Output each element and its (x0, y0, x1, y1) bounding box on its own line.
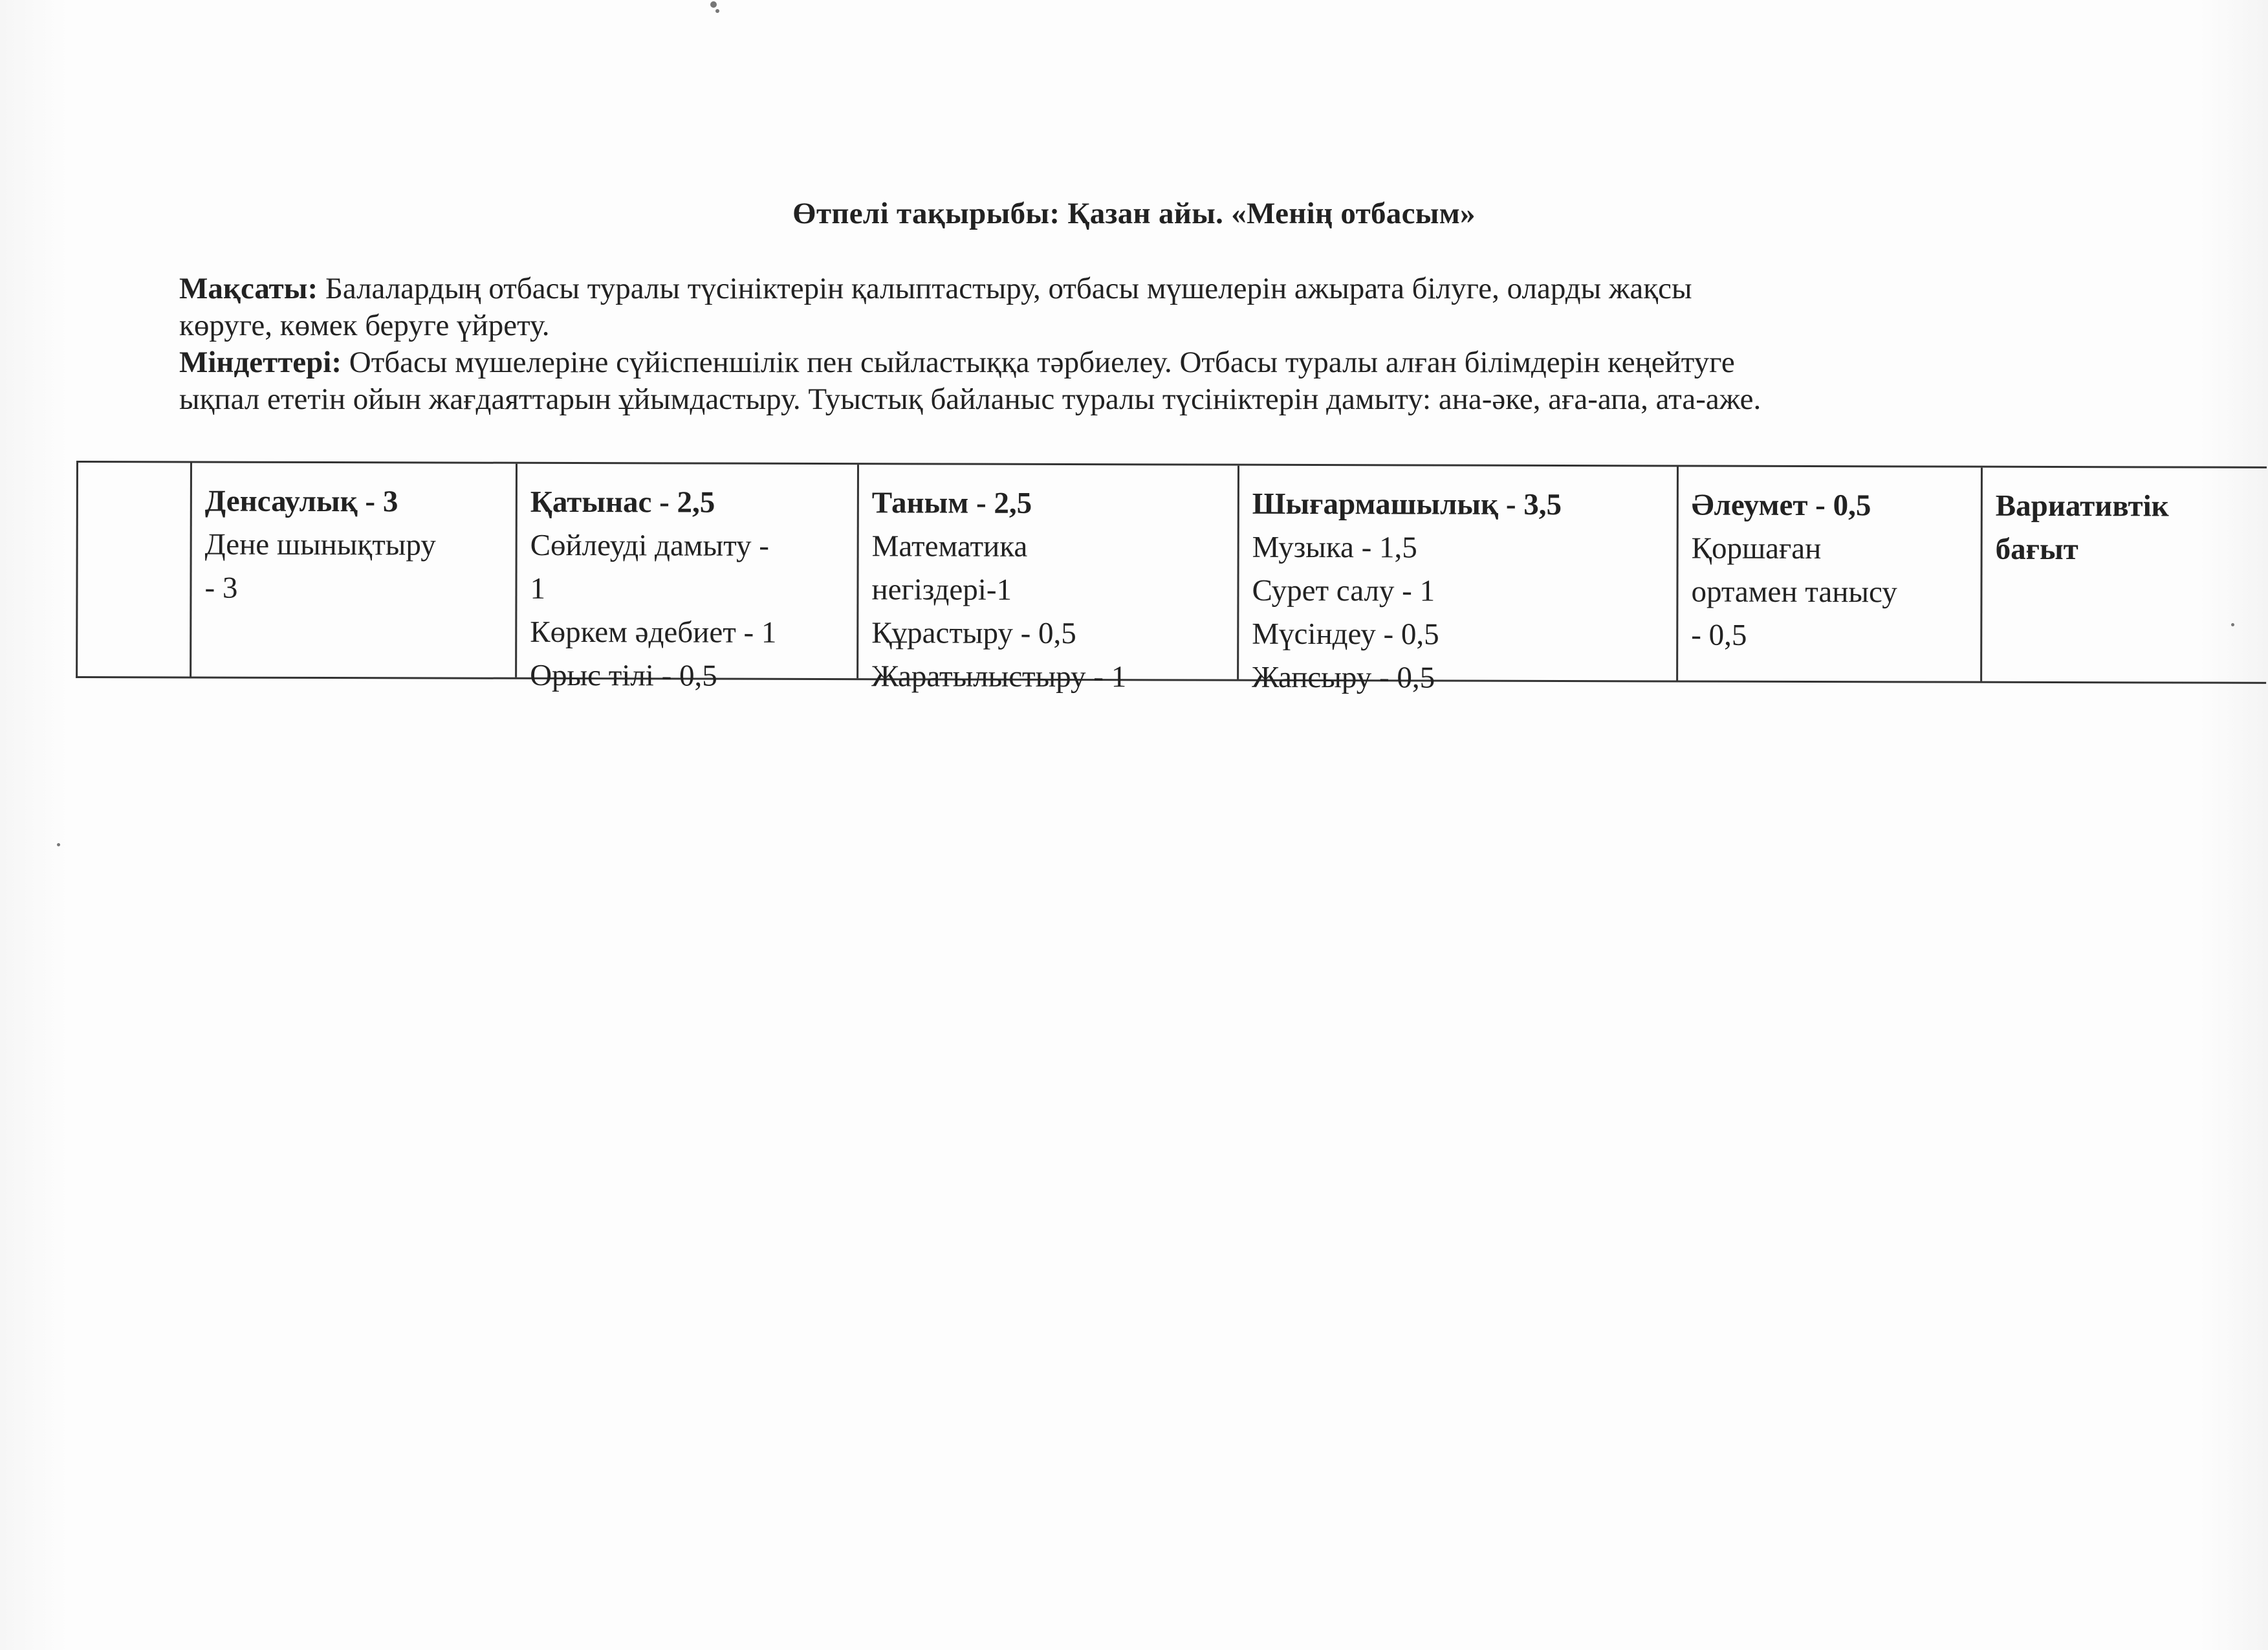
cell-heading: Вариативтік (1995, 489, 2169, 523)
cell-line: негіздері-1 (871, 573, 1012, 607)
cell-line: Сурет салу - 1 (1252, 573, 1435, 608)
tasks-line-1 (179, 344, 2217, 381)
table-cell-communication (517, 464, 859, 693)
cell-line: Жапсыру - 0,5 (1252, 660, 1435, 695)
table-cell-empty (78, 463, 192, 676)
table-cell-health (191, 463, 518, 677)
goal-line-2: көруге, көмек беруге үйрету. (179, 309, 550, 342)
tasks-label: Міндеттері: (179, 346, 342, 379)
cell-line: Дене шынықтыру (204, 527, 436, 562)
scan-speck (57, 843, 60, 846)
goal-line-1 (179, 270, 2217, 307)
cell-line: Сөйлеуді дамыту - (530, 528, 770, 563)
cell-line: Көркем әдебиет - 1 (530, 615, 777, 650)
education-areas-table (76, 461, 2267, 695)
cell-heading: Шығармашылық - 3,5 (1252, 487, 1562, 522)
scan-speck (710, 1, 717, 8)
table-cell-society (1678, 467, 1983, 681)
cell-heading: Әлеумет - 0,5 (1691, 488, 1871, 523)
cell-line: Құрастыру - 0,5 (871, 616, 1076, 651)
page-title: Өтпелі тақырыбы: Қазан айы. «Менің отбасым» (792, 197, 1476, 230)
cell-line: Музыка - 1,5 (1252, 530, 1417, 565)
goal-text-1: Балалардың отбасы туралы түсініктерін қалыптастыру, отбасы мүшелерін ажырата білуге, оларды жақсы (318, 272, 1692, 305)
tasks-line-2: ықпал ететін ойын жағдаяттарын ұйымдастыру. Туыстық байланыс туралы түсініктерін дамыту: ана-әке, аға-апа, ата-аже. (179, 382, 1761, 416)
tasks-text-1: Отбасы мүшелеріне сүйіспеншілік пен сыйластыққа тәрбиелеу. Отбасы туралы алған білімдерін кеңейтуге (342, 346, 1735, 379)
intro-block (179, 270, 2217, 418)
table-cell-variative (1982, 468, 2268, 682)
cell-heading-continued: бағыт (1995, 532, 2078, 567)
table-cell-creativity (1239, 466, 1679, 695)
cell-line: Математика (871, 529, 1028, 564)
cell-line: 1 (530, 571, 546, 606)
cell-line: - 0,5 (1691, 618, 1747, 652)
cell-line: Қоршаған (1691, 531, 1822, 566)
cell-line: ортамен танысу (1691, 575, 1897, 610)
cell-line: Мүсіндеу - 0,5 (1252, 617, 1439, 652)
cell-heading: Қатынас - 2,5 (530, 485, 715, 520)
table-cell-cognition (858, 465, 1239, 694)
cell-line: Жаратылыстыру - 1 (871, 659, 1127, 694)
cell-heading: Денсаулық - 3 (204, 484, 398, 519)
cell-line: - 3 (204, 571, 238, 605)
scan-speck (715, 9, 719, 13)
cell-line: Орыс тілі - 0,5 (530, 658, 717, 693)
goal-label: Мақсаты: (179, 272, 318, 305)
cell-heading: Таным - 2,5 (871, 486, 1032, 520)
